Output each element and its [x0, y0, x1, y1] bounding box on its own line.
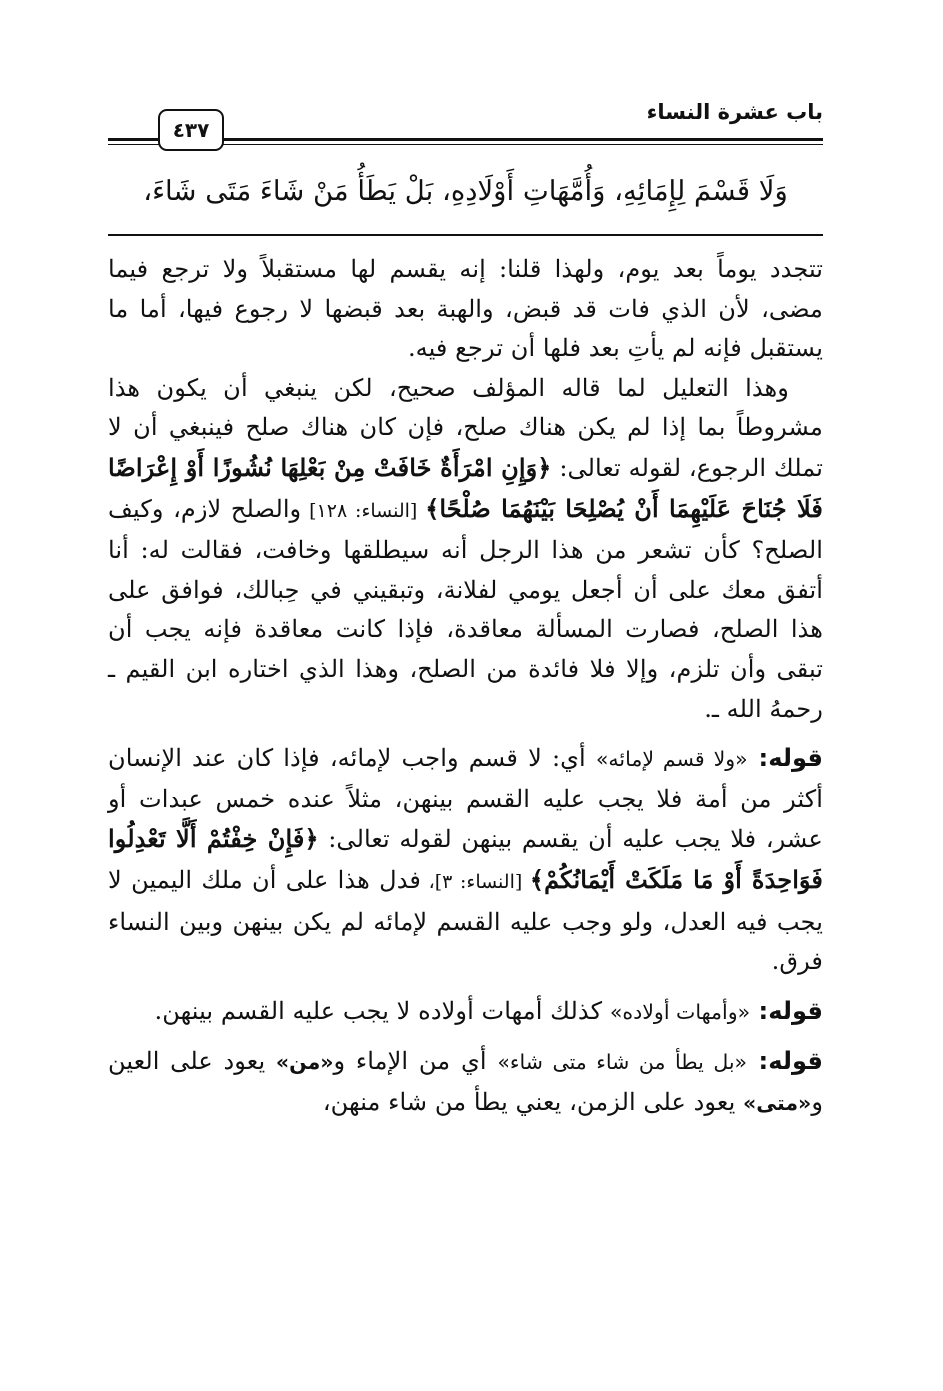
- paragraph-gap: [108, 982, 823, 992]
- verse-reference: [النساء: ٣]،: [420, 870, 530, 893]
- lead-word: قوله:: [747, 744, 823, 773]
- page-header: [108, 96, 823, 158]
- lead-word: قوله:: [747, 1047, 823, 1076]
- matn-divider: [108, 234, 823, 236]
- paragraph-3-text-b: فدل هذا على أن ملك اليمين لا يجب فيه العدل، ولو وجب عليه القسم لإمائه لم يكن بينهن وبين النساء فرق.: [108, 865, 823, 976]
- matn-text: وَلَا قَسْمَ لِإِمَائِهِ، وَأُمَّهَاتِ أَوْلَادِهِ، بَلْ يَطَأُ مَنْ شَاءَ مَتَى شَاءَ،: [143, 175, 788, 207]
- book-page: [108, 96, 823, 1123]
- matn-quote: «بل يطأ من شاء متى شاء»: [497, 1050, 748, 1075]
- bold-term: «متى»: [743, 1090, 812, 1115]
- bold-term: «من»: [275, 1050, 334, 1075]
- matn-quote: «وأمهات أولاده»: [609, 999, 751, 1024]
- paragraph-4-text: كذلك أمهات أولاده لا يجب عليه القسم بينهن.: [154, 996, 610, 1025]
- paragraph-2: [108, 369, 823, 729]
- lead-word: قوله:: [750, 996, 823, 1025]
- paragraph-4: [108, 992, 823, 1033]
- page-number: ٤٣٧: [158, 109, 224, 151]
- paragraph-1: تتجدد يوماً بعد يوم، ولهذا قلنا: إنه يقسم لها مستقبلاً ولا ترجع فيما مضى، لأن الذي فات قد قبض، والهبة بعد قبضها لا رجوع فيها، أما ما يستقبل فإنه لم يأتِ بعد فلها أن ترجع فيه.: [108, 255, 823, 363]
- paragraph-gap: [108, 729, 823, 739]
- commentary-body: [108, 250, 823, 1123]
- paragraph-5-text-a: أي من الإماء و: [333, 1047, 498, 1076]
- paragraph-2-text-b: والصلح لازم، وكيف الصلح؟ كأن تشعر من هذا الرجل أنه سيطلقها وخافت، فقالت له: أنا أتفق معك على أن أجعل يومي لفلانة، وتبقيني في حِبالك، فوافق على هذا الصلح، فصارت المسألة معاقدة، فإذا كانت معاقدة فإنه يجب أن تبقى وأن تلزم، وإلا فلا فائدة من الصلح، وهذا الذي اختاره ابن القيم ـ رحمهُ الله ـ.: [108, 494, 823, 723]
- paragraph-2-text-a: وهذا التعليل لما قاله المؤلف صحيح، لكن ينبغي أن يكون هذا مشروطاً بما إذا لم يكن هناك صلح، فإن كان هناك صلح فينبغي أن لا تملك الرجوع، لقوله تعالى:: [108, 373, 823, 482]
- paragraph-3-text-a: أي: لا قسم واجب لإمائه، فإذا كان عند الإنسان أكثر من أمة فلا يجب عليه القسم بينهن، مثلاً عنده خمس عبدات أو عشر، فلا يجب عليه أن يقسم بينهن لقوله تعالى:: [108, 744, 823, 854]
- paragraph-5-text-b: يعود على العين و: [108, 1047, 823, 1116]
- verse-reference: [النساء: ١٢٨]: [301, 499, 426, 522]
- paragraph-3: [108, 739, 823, 982]
- quran-verse: ﴿وَإِنِ امْرَأَةٌ خَافَتْ مِنْ بَعْلِهَا نُشُوزًا أَوْ إِعْرَاضًا فَلَا جُنَاحَ عَلَيْهِمَا أَنْ يُصْلِحَا بَيْنَهُمَا صُلْحًا﴾: [108, 452, 823, 523]
- paragraph-5: [108, 1042, 823, 1123]
- paragraph-gap: [108, 1032, 823, 1042]
- quran-verse: ﴿فَإِنْ خِفْتُمْ أَلَّا تَعْدِلُوا فَوَاحِدَةً أَوْ مَا مَلَكَتْ أَيْمَانُكُمْ﴾: [108, 824, 823, 894]
- paragraph-5-text-c: يعود على الزمن، يعني يطأ من شاء منهن،: [322, 1087, 744, 1116]
- matn-quote: «ولا قسم لإمائه»: [595, 747, 748, 772]
- chapter-title: باب عشرة النساء: [646, 100, 823, 124]
